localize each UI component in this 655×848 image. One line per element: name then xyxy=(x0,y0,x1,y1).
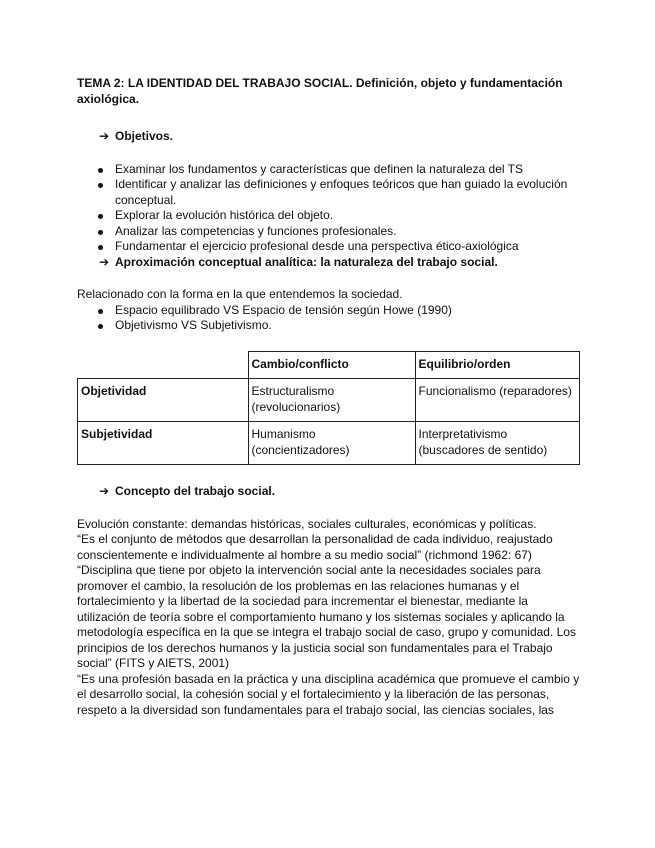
table-row xyxy=(78,379,580,422)
quote-paragraph: “Es el conjunto de métodos que desarrollan la personalidad de cada individuo, reajustado conscientemente e individualmente al hombre a su medio social” (richmond 1962: 67) xyxy=(77,532,553,562)
table-header-cell: Cambio/conflicto xyxy=(248,351,415,379)
table-row xyxy=(78,422,580,465)
table-cell: Humanismo (concientizadores) xyxy=(248,422,415,465)
table-cell: Interpretativismo (buscadores de sentido) xyxy=(415,422,580,465)
section-heading-aproximacion xyxy=(77,255,581,271)
aproximacion-list xyxy=(77,303,581,334)
table-cell: Estructuralismo (revolucionarios) xyxy=(248,379,415,422)
section-heading-objetivos xyxy=(77,129,581,145)
list-item: Examinar los fundamentos y características que definen la naturaleza del TS xyxy=(77,162,581,178)
list-item: Explorar la evolución histórica del objeto. xyxy=(77,208,581,224)
arrow-icon: ➔ xyxy=(99,129,110,143)
arrow-icon: ➔ xyxy=(99,484,110,498)
document-title: TEMA 2: LA IDENTIDAD DEL TRABAJO SOCIAL. Definición, objeto y fundamentación axiológica. xyxy=(77,76,563,106)
table-row-label: Subjetividad xyxy=(78,422,249,465)
section-heading-concepto xyxy=(77,484,581,500)
paradigm-table xyxy=(77,351,580,466)
quote-paragraph: “Es una profesión basada en la práctica y una disciplina académica que promueve el cambio y el desarrollo social, la cohesión social y el fortalecimiento y la liberación de las personas, respeto a la diversidad son fundamentales para el trabajo social, las ciencias sociales, las xyxy=(77,671,580,717)
section-heading-label: Concepto del trabajo social. xyxy=(115,484,276,498)
objectives-list xyxy=(77,162,581,255)
list-item: Identificar y analizar las definiciones y enfoques teóricos que han guiado la evolución conceptual. xyxy=(77,177,581,208)
list-item: Analizar las competencias y funciones profesionales. xyxy=(77,224,581,240)
quote-paragraph: “Disciplina que tiene por objeto la intervención social ante la necesidades sociales para promover el cambio, la resolución de los problemas en las relaciones humanas y el fortalecimiento y la libertad de la sociedad para incrementar el bienestar, mediante la utilización de teoría sobre el comportamiento humano y los sistemas sociales y aplicando la metodología específica en la que se integra el trabajo social de caso, grupo y comunidad. Los principios de los derechos humanos y la justicia social son fundamentales para el Trabajo social” (FITS y AIETS, 2001) xyxy=(77,563,576,670)
table-corner-cell xyxy=(78,351,249,379)
table-row-label: Objetividad xyxy=(78,379,249,422)
list-item: Espacio equilibrado VS Espacio de tensión según Howe (1990) xyxy=(77,303,581,319)
document-content xyxy=(77,76,581,718)
paragraph: Relacionado con la forma en la que entendemos la sociedad. xyxy=(77,287,403,301)
section-heading-label: Aproximación conceptual analítica: la naturaleza del trabajo social. xyxy=(115,254,498,269)
section-heading-label: Objetivos. xyxy=(115,129,174,143)
list-item: Objetivismo VS Subjetivismo. xyxy=(77,318,581,334)
table-header-cell: Equilibrio/orden xyxy=(415,351,580,379)
paragraph: Evolución constante: demandas históricas, sociales culturales, económicas y políticas. xyxy=(77,516,537,531)
arrow-icon: ➔ xyxy=(99,254,110,269)
table-cell: Funcionalismo (reparadores) xyxy=(415,379,580,422)
table-header-row xyxy=(78,351,580,379)
list-item: Fundamentar el ejercicio profesional desde una perspectiva ético-axiológica xyxy=(77,239,581,255)
